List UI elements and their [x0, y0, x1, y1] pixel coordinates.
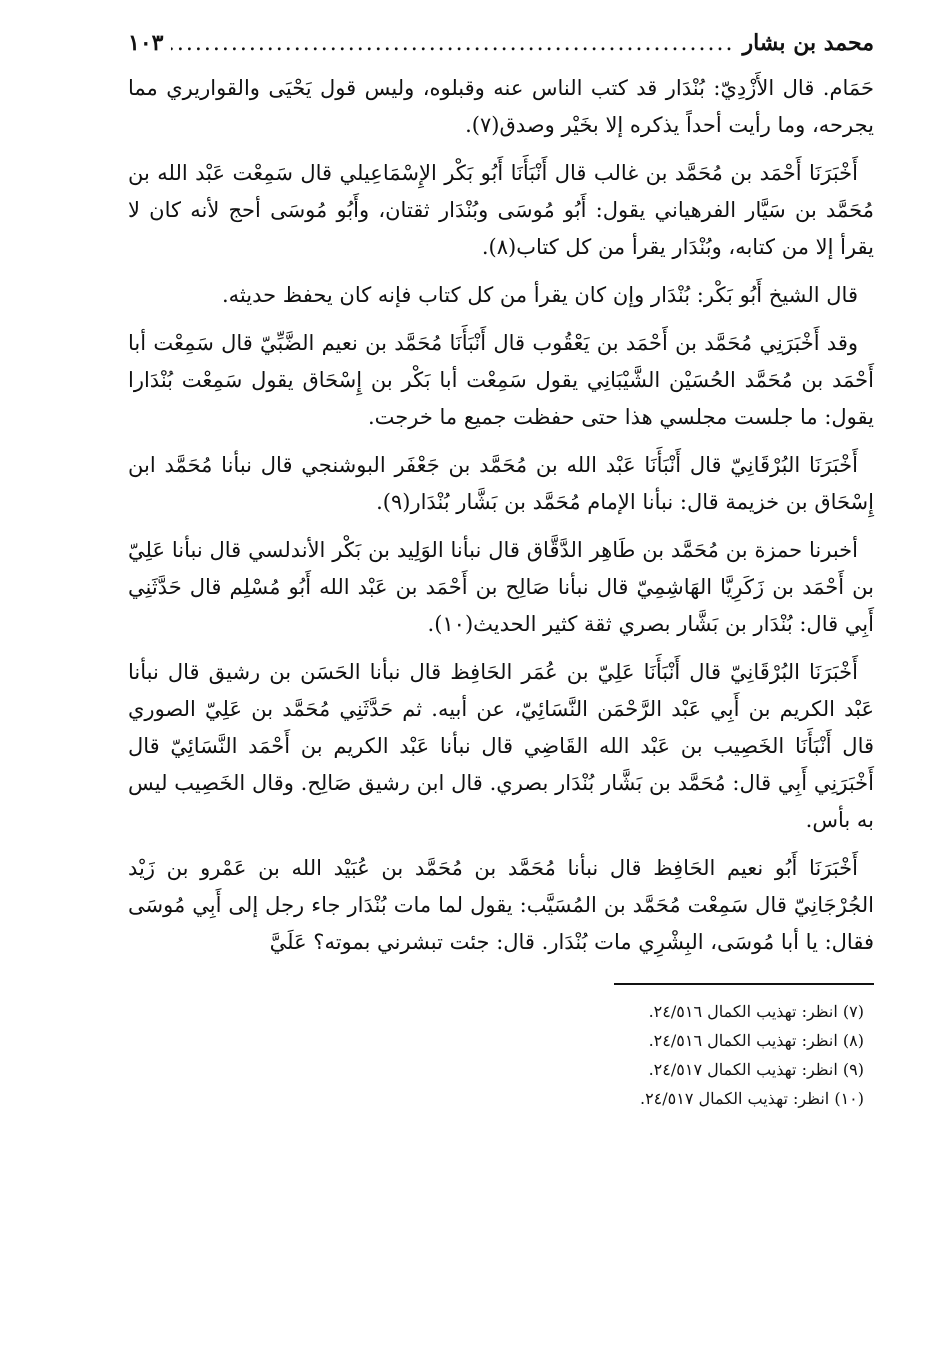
running-head — [128, 30, 874, 70]
paragraph: قال الشيخ أَبُو بَكْر: بُنْدَار وإن كان يقرأ من كل كتاب فإنه كان يحفظ حديثه. — [222, 283, 858, 307]
paragraph: أَخْبَرَنَا أَحْمَد بن مُحَمَّد بن غالب قال أَنْبَأَنَا أَبُو بَكْر الإِسْمَاعِيلي قال سَمِعْت عَبْد الله بن مُحَمَّد بن سَيَّار الفرهياني يقول: أَبُو مُوسَى وبُنْدَار ثقتان، وأَبُو مُوسَى أحج لأنه كان لا يقرأ إلا من كتابه، وبُنْدَار يقرأ من كل كتاب(٨). — [128, 161, 874, 259]
page-number: ١٠٣ — [128, 30, 164, 56]
body-text — [128, 70, 874, 961]
footnote: (٧) انظر: تهذيب الكمال ٢٤/٥١٦. — [648, 1002, 864, 1021]
book-page — [128, 30, 874, 1340]
running-head-dot-leader — [171, 31, 734, 56]
paragraph: وقد أَخْبَرَنِي مُحَمَّد بن أَحْمَد بن يَعْقُوب قال أَنْبَأَنَا مُحَمَّد بن نعيم الضَّبِّيّ قال سَمِعْت أبا أَحْمَد بن مُحَمَّد الحُسَيْن الشَّيْبَانِي يقول سَمِعْت أبا بَكْر بن إِسْحَاق يقول سَمِعْت بُنْدَارا يقول: ما جلست مجلسي هذا حتى حفظت جميع ما خرجت. — [128, 331, 874, 429]
running-head-title: محمد بن بشار — [742, 30, 874, 56]
paragraph: حَمَام. قال الأَزْدِيّ: بُنْدَار قد كتب الناس عنه وقبلوه، وليس قول يَحْيَى والقواريري مما يجرحه، وما رأيت أحداً يذكره إلا بخَيْر وصدق(٧). — [128, 76, 874, 137]
footnotes — [128, 997, 874, 1113]
footnote: (٩) انظر: تهذيب الكمال ٢٤/٥١٧. — [648, 1060, 864, 1079]
paragraph: أخبرنا حمزة بن مُحَمَّد بن طَاهِر الدَّقَّاق قال نبأنا الوَلِيد بن بَكْر الأندلسي قال نبأنا عَلِيّ بن أَحْمَد بن زَكَرِيَّا الهَاشِمِيّ قال نبأنا صَالِح بن أَحْمَد بن عَبْد الله أَبُو مُسْلِم قال حَدَّثَنِي أَبِي قال: بُنْدَار بن بَشَّار بصري ثقة كثير الحديث(١٠). — [128, 538, 874, 636]
paragraph: أَخْبَرَنَا أَبُو نعيم الحَافِظ قال نبأنا مُحَمَّد بن مُحَمَّد بن عُبَيْد الله بن عَمْرو بن زَيْد الجُرْجَانِيّ قال سَمِعْت مُحَمَّد بن المُسَيَّب: يقول لما مات بُنْدَار جاء رجل إلى أَبِي مُوسَى فقال: يا أبا مُوسَى، البِشْرِي مات بُنْدَار. قال: جئت تبشرني بموته؟ عَلَيَّ — [128, 856, 874, 954]
footnote: (٨) انظر: تهذيب الكمال ٢٤/٥١٦. — [648, 1031, 864, 1050]
paragraph: أَخْبَرَنَا البُرْقَانِيّ قال أَنْبَأَنَا عَبْد الله بن مُحَمَّد بن جَعْفَر البوشنجي قال نبأنا مُحَمَّد ابن إِسْحَاق بن خزيمة قال: نبأنا الإمام مُحَمَّد بن بَشَّار بُنْدَار(٩). — [128, 453, 874, 514]
paragraph: أَخْبَرَنَا البُرْقَانِيّ قال أَنْبَأَنَا عَلِيّ بن عُمَر الحَافِظ قال نبأنا الحَسَن بن رشيق قال نبأنا عَبْد الكريم بن أَبِي عَبْد الرَّحْمَن النَّسَائِيّ، عن أبيه. ثم حَدَّثَنِي مُحَمَّد بن عَلِيّ الصوري قال أَنْبَأَنَا الخَصِيب بن عَبْد الله القَاضِي قال نبأنا عَبْد الكريم بن أَحْمَد النَّسَائِيّ قال أَخْبَرَنِي أَبِي قال: مُحَمَّد بن بَشَّار بُنْدَار بصري. قال ابن رشيق صَالِح. وقال الخَصِيب ليس به بأس. — [128, 660, 874, 832]
footnote: (١٠) انظر: تهذيب الكمال ٢٤/٥١٧. — [639, 1089, 864, 1108]
footnote-divider — [614, 983, 874, 985]
